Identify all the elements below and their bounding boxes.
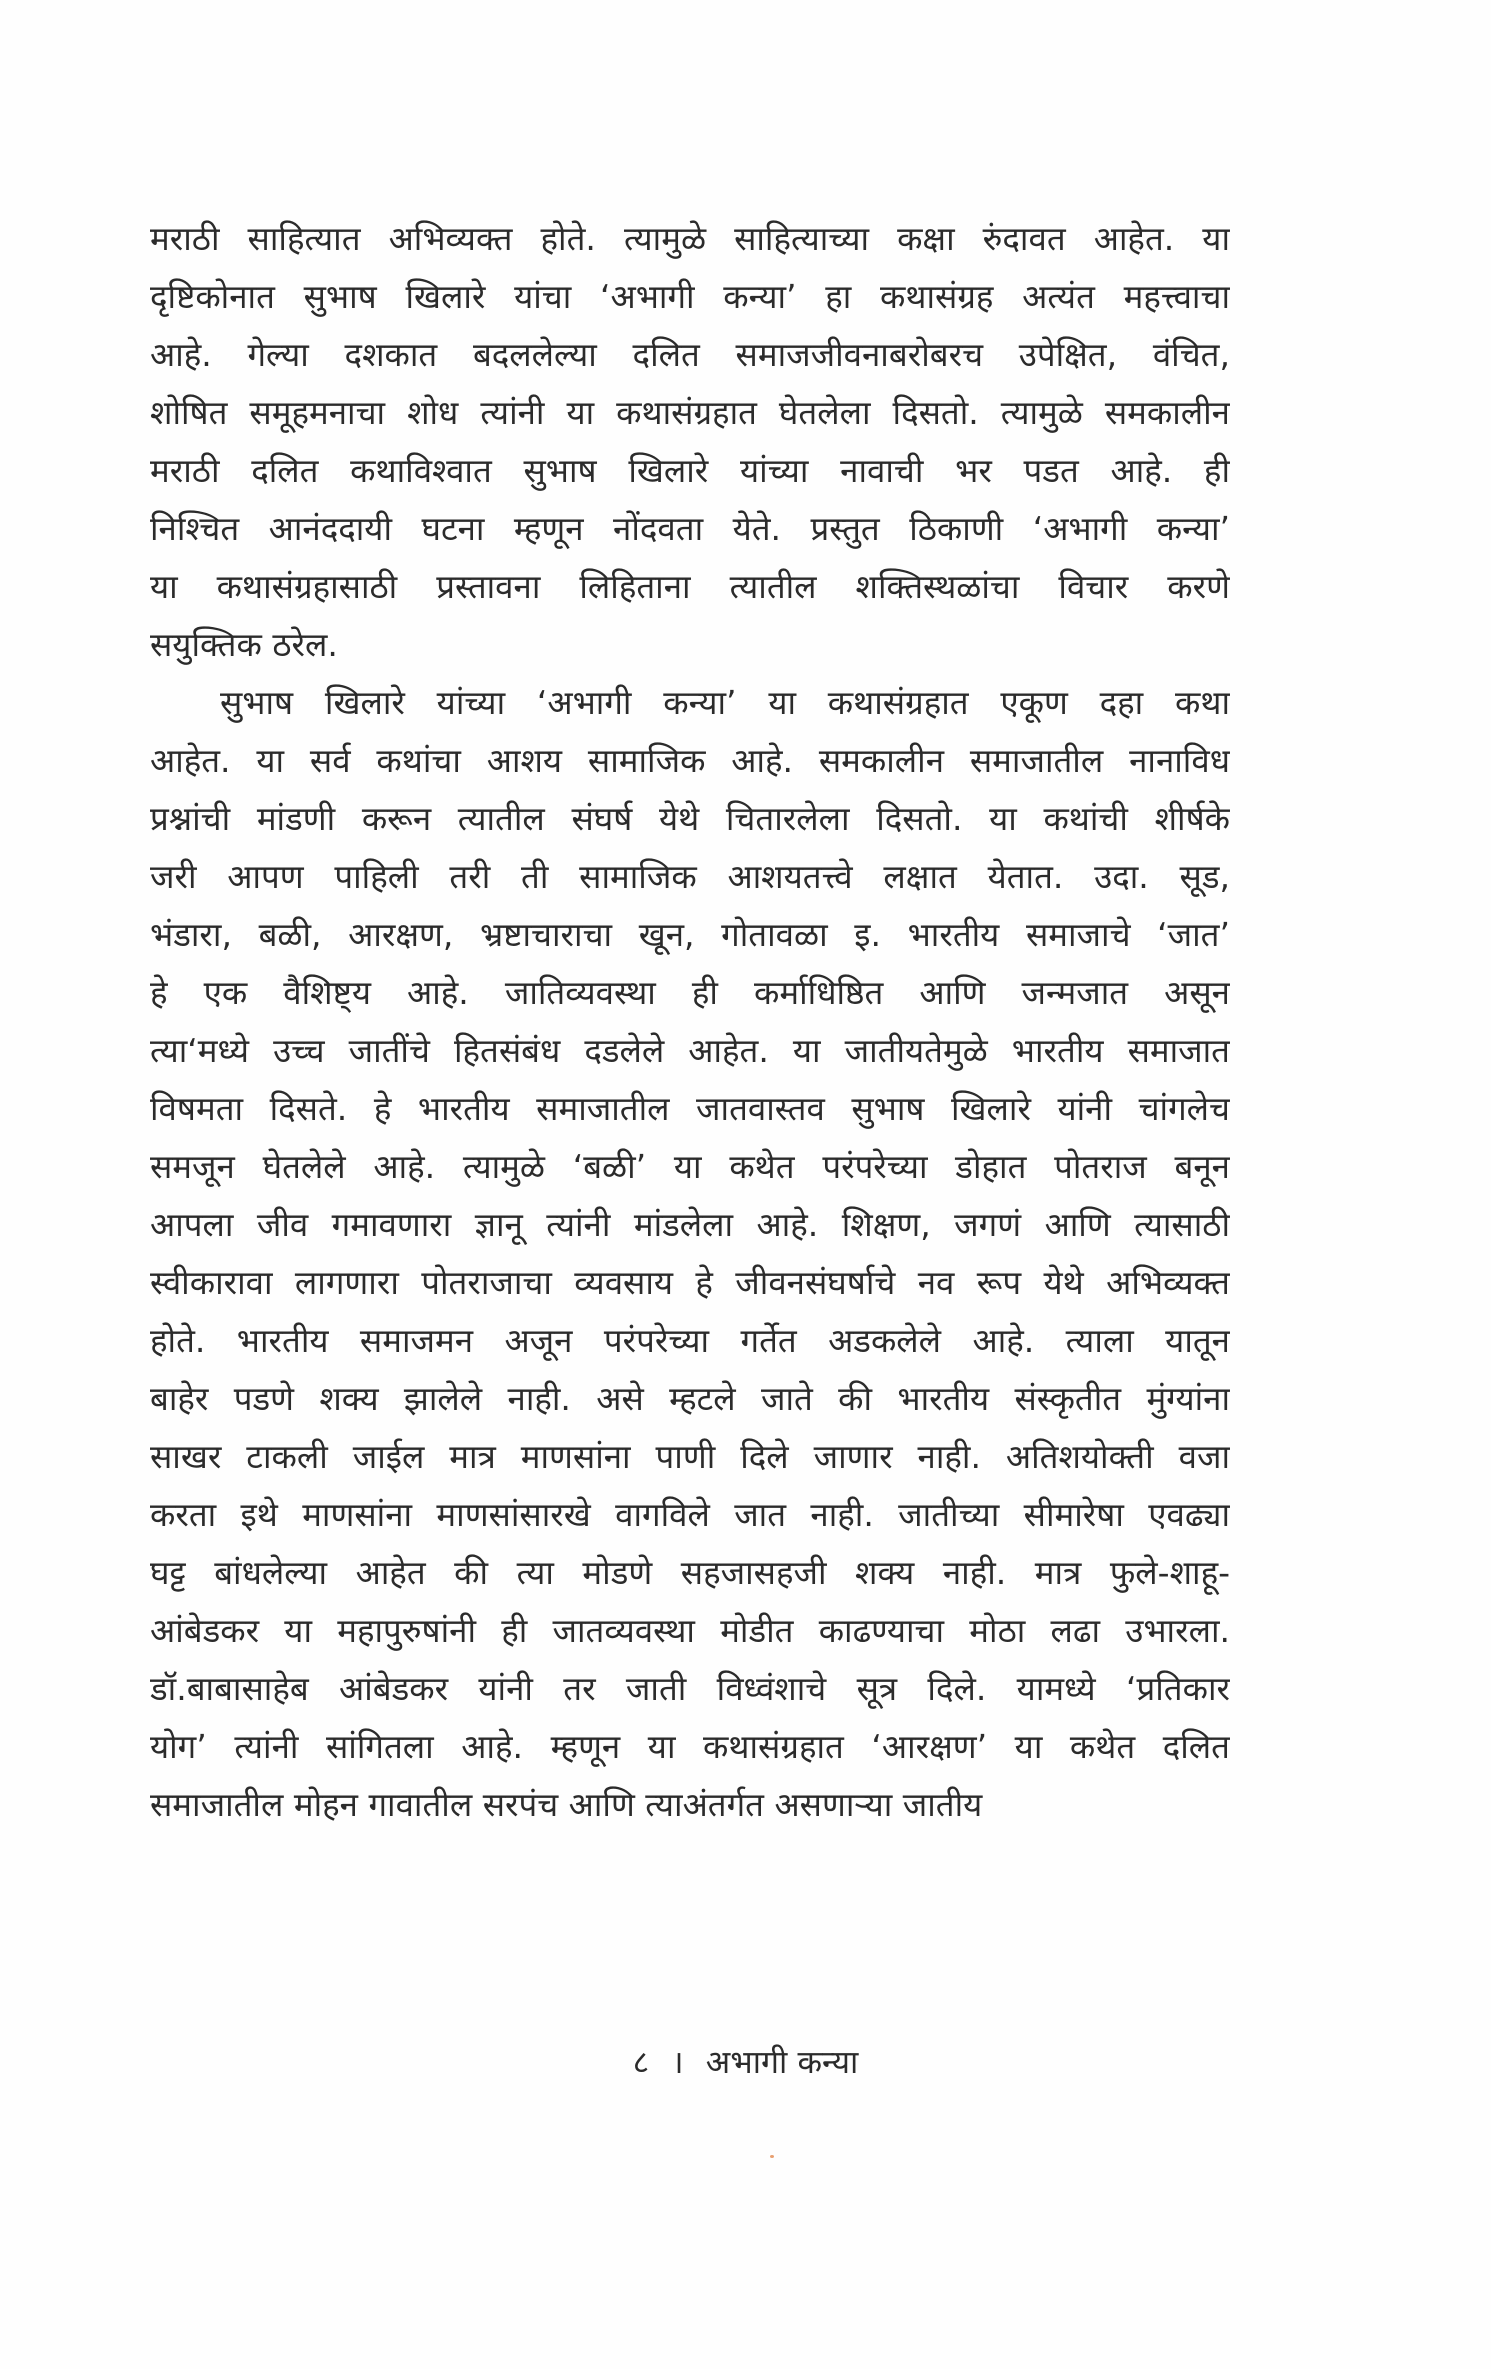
text-line: आहेत. या सर्व कथांचा आशय सामाजिक आहे. समकालीन समाजातील नानाविध (150, 741, 1230, 780)
footer-separator: । (671, 2043, 684, 2081)
text-line: बाहेर पडणे शक्य झालेले नाही. असे म्हटले जाते की भारतीय संस्कृतीत मुंग्यांना (150, 1379, 1230, 1418)
text-line: सयुक्तिक ठरेल. (150, 625, 338, 664)
footer-book-title: अभागी कन्या (705, 2043, 859, 2081)
text-line: करता इथे माणसांना माणसांसारखे वागविले जात नाही. जातीच्या सीमारेषा एवढ्या (150, 1495, 1230, 1534)
text-line: विषमता दिसते. हे भारतीय समाजातील जातवास्तव सुभाष खिलारे यांनी चांगलेच (150, 1089, 1230, 1128)
paragraph-2 (150, 674, 1230, 1834)
text-line: स्वीकारावा लागणारा पोतराजाचा व्यवसाय हे जीवनसंघर्षाचे नव रूप येथे अभिव्यक्त (150, 1263, 1230, 1302)
text-line: त्या‘मध्ये उच्च जातींचे हितसंबंध दडलेले आहेत. या जातीयतेमुळे भारतीय समाजात (150, 1031, 1230, 1070)
text-line: होते. भारतीय समाजमन अजून परंपरेच्या गर्तेत अडकलेले आहे. त्याला यातून (150, 1321, 1230, 1360)
text-line: मराठी दलित कथाविश्वात सुभाष खिलारे यांच्या नावाची भर पडत आहे. ही (150, 451, 1230, 490)
text-line: या कथासंग्रहासाठी प्रस्तावना लिहिताना त्यातील शक्तिस्थळांचा विचार करणे (150, 567, 1230, 606)
text-line: आहे. गेल्या दशकात बदललेल्या दलित समाजजीवनाबरोबरच उपेक्षित, वंचित, (150, 335, 1230, 374)
text-line: मराठी साहित्यात अभिव्यक्त होते. त्यामुळे साहित्याच्या कक्षा रुंदावत आहेत. या (150, 219, 1230, 258)
text-line: निश्चित आनंददायी घटना म्हणून नोंदवता येते. प्रस्तुत ठिकाणी ‘अभागी कन्या’ (150, 509, 1230, 548)
text-line: आपला जीव गमावणारा ज्ञानू त्यांनी मांडलेला आहे. शिक्षण, जगणं आणि त्यासाठी (150, 1205, 1230, 1244)
text-line: घट्ट बांधलेल्या आहेत की त्या मोडणे सहजासहजी शक्य नाही. मात्र फुले-शाहू- (150, 1553, 1230, 1592)
text-line: प्रश्नांची मांडणी करून त्यातील संघर्ष येथे चितारलेला दिसतो. या कथांची शीर्षके (150, 799, 1230, 838)
page-footer (0, 2040, 1491, 2083)
text-line: दृष्टिकोनात सुभाष खिलारे यांचा ‘अभागी कन्या’ हा कथासंग्रह अत्यंत महत्त्वाचा (150, 277, 1230, 316)
body-text (150, 210, 1230, 1834)
print-speck (770, 2155, 774, 2158)
text-line: शोषित समूहमनाचा शोध त्यांनी या कथासंग्रहात घेतलेला दिसतो. त्यामुळे समकालीन (150, 393, 1230, 432)
text-line: साखर टाकली जाईल मात्र माणसांना पाणी दिले जाणार नाही. अतिशयोक्ती वजा (150, 1437, 1230, 1476)
text-line: हे एक वैशिष्ट्य आहे. जातिव्यवस्था ही कर्माधिष्ठित आणि जन्मजात असून (150, 973, 1230, 1012)
text-line: योग’ त्यांनी सांगितला आहे. म्हणून या कथासंग्रहात ‘आरक्षण’ या कथेत दलित (150, 1727, 1230, 1766)
text-line: भंडारा, बळी, आरक्षण, भ्रष्टाचाराचा खून, गोतावळा इ. भारतीय समाजाचे ‘जात’ (150, 915, 1230, 954)
paragraph-1 (150, 210, 1230, 674)
text-line: समाजातील मोहन गावातील सरपंच आणि त्याअंतर्गत असणाऱ्या जातीय (150, 1785, 983, 1824)
text-line: सुभाष खिलारे यांच्या ‘अभागी कन्या’ या कथासंग्रहात एकूण दहा कथा (220, 683, 1230, 722)
text-line: डॉ.बाबासाहेब आंबेडकर यांनी तर जाती विध्वंशाचे सूत्र दिले. यामध्ये ‘प्रतिकार (150, 1669, 1230, 1708)
text-line: आंबेडकर या महापुरुषांनी ही जातव्यवस्था मोडीत काढण्याचा मोठा लढा उभारला. (150, 1611, 1230, 1650)
page-number: ८ (632, 2043, 650, 2081)
text-line: जरी आपण पाहिली तरी ती सामाजिक आशयतत्त्वे लक्षात येतात. उदा. सूड, (150, 857, 1230, 896)
text-line: समजून घेतलेले आहे. त्यामुळे ‘बळी’ या कथेत परंपरेच्या डोहात पोतराज बनून (150, 1147, 1230, 1186)
